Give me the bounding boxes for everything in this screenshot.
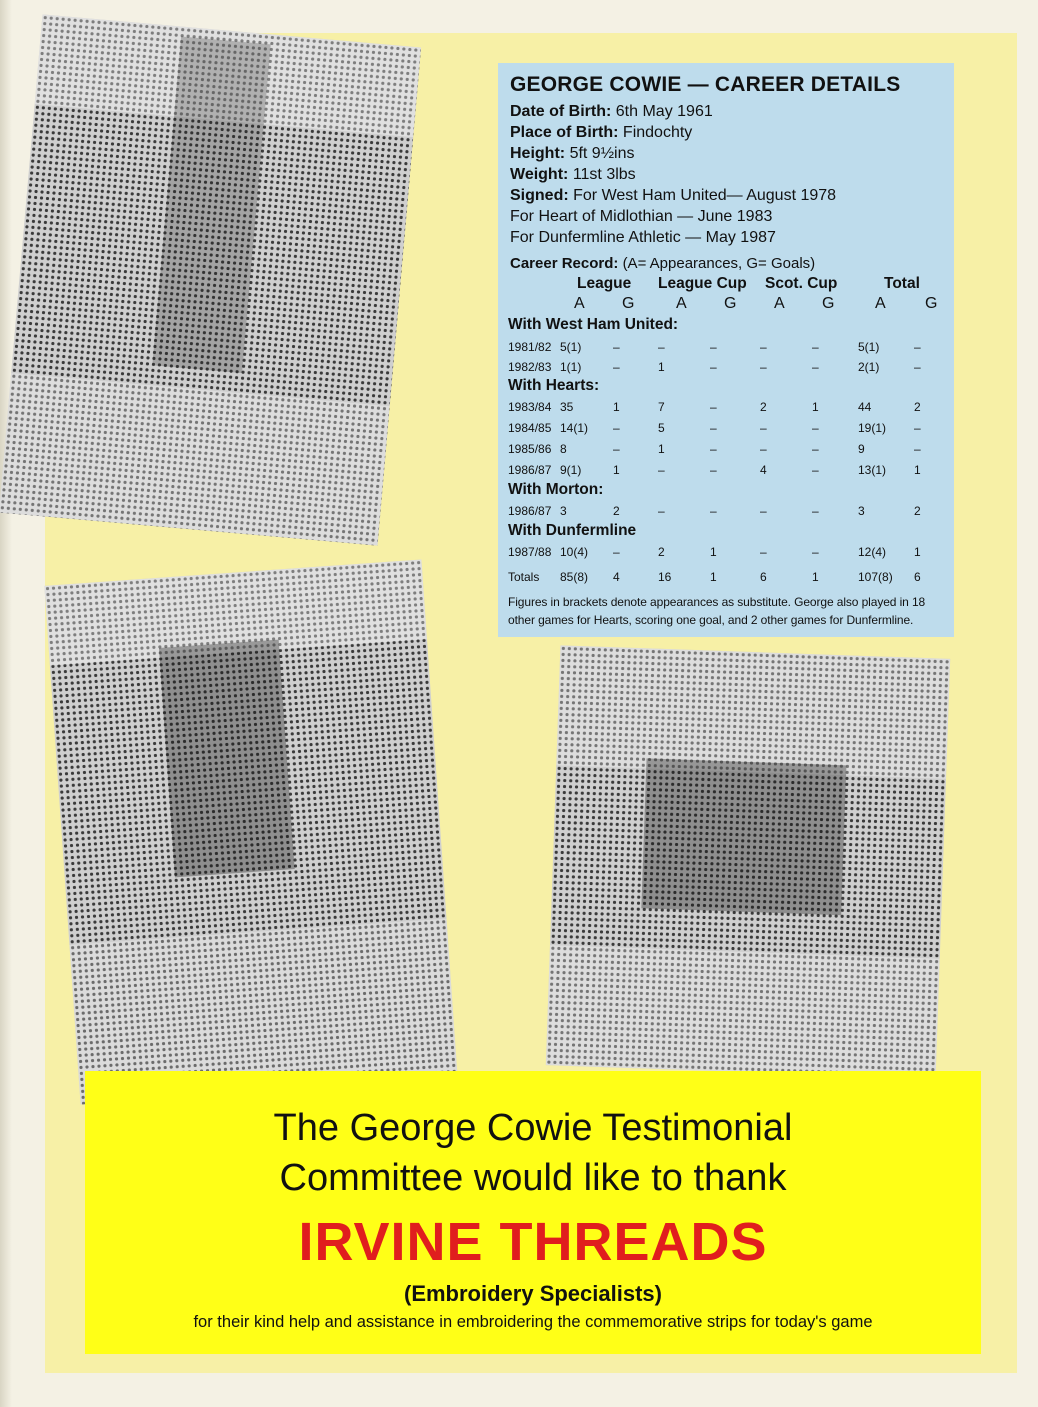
cell-league-apps: 3 <box>560 504 567 518</box>
sub-a: A <box>875 295 886 312</box>
player-photo-arms-folded <box>44 559 457 1104</box>
advert-line-1: The George Cowie Testimonial <box>273 1107 793 1149</box>
cell-league-cup-apps: – <box>658 340 665 354</box>
cell-scot-cup-goals: 1 <box>812 400 819 414</box>
section-morton: With Morton: <box>508 481 604 498</box>
cell-league-apps: 14(1) <box>560 421 589 435</box>
sponsor-advert <box>85 1071 981 1354</box>
table-row <box>498 340 954 358</box>
cell-total-goals: 2 <box>914 400 921 414</box>
cell-season: Totals <box>508 570 540 584</box>
signed-hearts-line: For Heart of Midlothian — June 1983 <box>510 208 773 225</box>
cell-league-cup-apps: 2 <box>658 545 665 559</box>
cell-scot-cup-goals: 1 <box>812 570 819 584</box>
col-total: Total <box>884 275 920 292</box>
cell-total-goals: – <box>914 360 921 374</box>
cell-league-cup-goals: – <box>710 340 717 354</box>
cell-league-goals: – <box>613 545 620 559</box>
cell-scot-cup-apps: – <box>760 421 767 435</box>
player-photo-standing <box>0 14 421 545</box>
cell-scot-cup-goals: – <box>812 360 819 374</box>
weight-line: Weight: 11st 3lbs <box>510 166 636 183</box>
cell-scot-cup-goals: – <box>812 442 819 456</box>
footnote-line-2: other games for Hearts, scoring one goal, and 2 other games for Dunfermline. <box>508 613 914 627</box>
table-row <box>498 504 954 522</box>
cell-league-apps: 1(1) <box>560 360 582 374</box>
cell-league-goals: 1 <box>613 400 620 414</box>
advert-line-2: Committee would like to thank <box>279 1157 787 1199</box>
cell-total-apps: 107(8) <box>858 570 893 584</box>
table-row <box>498 442 954 460</box>
cell-scot-cup-goals: – <box>812 340 819 354</box>
cell-total-goals: 1 <box>914 545 921 559</box>
cell-scot-cup-apps: 4 <box>760 463 767 477</box>
height-line: Height: 5ft 9½ins <box>510 145 635 162</box>
player-photo-match-action <box>546 645 950 1078</box>
cell-league-cup-goals: 1 <box>710 545 717 559</box>
cell-total-apps: 3 <box>858 504 865 518</box>
cell-league-goals: – <box>613 421 620 435</box>
cell-total-goals: 1 <box>914 463 921 477</box>
cell-scot-cup-goals: – <box>812 545 819 559</box>
cell-total-goals: 6 <box>914 570 921 584</box>
cell-league-cup-apps: – <box>658 463 665 477</box>
cell-scot-cup-goals: – <box>812 421 819 435</box>
cell-season: 1981/82 <box>508 340 552 354</box>
sub-g: G <box>925 295 938 312</box>
table-row-totals <box>498 570 954 588</box>
col-scot-cup: Scot. Cup <box>765 275 838 292</box>
cell-league-apps: 35 <box>560 400 574 414</box>
col-league: League <box>577 275 632 292</box>
sponsor-name: IRVINE THREADS <box>298 1212 768 1272</box>
cell-league-cup-goals: – <box>710 463 717 477</box>
cell-league-cup-apps: – <box>658 504 665 518</box>
cell-scot-cup-apps: – <box>760 545 767 559</box>
page-gutter-shadow <box>0 0 12 1407</box>
cell-league-goals: 2 <box>613 504 620 518</box>
cell-total-apps: 12(4) <box>858 545 887 559</box>
cell-league-cup-goals: 1 <box>710 570 717 584</box>
cell-season: 1983/84 <box>508 400 552 414</box>
sub-g: G <box>622 295 635 312</box>
section-dunfermline: With Dunfermline <box>508 522 637 539</box>
cell-season: 1987/88 <box>508 545 552 559</box>
footnote-line-1: Figures in brackets denote appearances as substitute. George also played in 18 <box>508 595 926 609</box>
cell-league-cup-goals: – <box>710 400 717 414</box>
cell-league-cup-goals: – <box>710 442 717 456</box>
cell-total-apps: 44 <box>858 400 872 414</box>
col-league-cup: League Cup <box>658 275 747 292</box>
cell-scot-cup-apps: – <box>760 504 767 518</box>
table-row <box>498 400 954 418</box>
cell-total-goals: 2 <box>914 504 921 518</box>
table-row <box>498 463 954 481</box>
record-line: Career Record: (A= Appearances, G= Goals) <box>510 255 816 272</box>
cell-season: 1986/87 <box>508 463 552 477</box>
cell-total-apps: 5(1) <box>858 340 880 354</box>
cell-scot-cup-apps: 6 <box>760 570 767 584</box>
cell-total-apps: 2(1) <box>858 360 880 374</box>
advert-thanks-line: for their kind help and assistance in embroidering the commemorative strips for today's game <box>193 1313 873 1331</box>
cell-league-apps: 5(1) <box>560 340 582 354</box>
cell-total-apps: 19(1) <box>858 421 887 435</box>
cell-league-cup-apps: 5 <box>658 421 665 435</box>
cell-league-apps: 10(4) <box>560 545 589 559</box>
sponsor-specialty: (Embroidery Specialists) <box>404 1281 662 1306</box>
cell-scot-cup-goals: – <box>812 504 819 518</box>
cell-league-goals: 1 <box>613 463 620 477</box>
cell-season: 1982/83 <box>508 360 552 374</box>
cell-league-goals: – <box>613 360 620 374</box>
pob-line: Place of Birth: Findochty <box>510 124 693 141</box>
table-row <box>498 545 954 563</box>
cell-league-goals: – <box>613 340 620 354</box>
cell-league-goals: 4 <box>613 570 620 584</box>
cell-total-apps: 9 <box>858 442 865 456</box>
sub-a: A <box>574 295 585 312</box>
sub-a: A <box>676 295 687 312</box>
cell-total-goals: – <box>914 421 921 435</box>
career-details-box <box>498 63 954 637</box>
sub-g: G <box>724 295 737 312</box>
cell-season: 1986/87 <box>508 504 552 518</box>
cell-scot-cup-apps: 2 <box>760 400 767 414</box>
cell-scot-cup-apps: – <box>760 442 767 456</box>
cell-league-cup-apps: 7 <box>658 400 665 414</box>
dob-line: Date of Birth: 6th May 1961 <box>510 103 713 120</box>
cell-scot-cup-apps: – <box>760 340 767 354</box>
cell-season: 1985/86 <box>508 442 552 456</box>
table-row <box>498 360 954 378</box>
sub-a: A <box>774 295 785 312</box>
cell-league-apps: 85(8) <box>560 570 589 584</box>
cell-league-apps: 9(1) <box>560 463 582 477</box>
table-row <box>498 421 954 439</box>
cell-total-apps: 13(1) <box>858 463 887 477</box>
cell-league-cup-goals: – <box>710 360 717 374</box>
cell-scot-cup-goals: – <box>812 463 819 477</box>
career-title: GEORGE COWIE — CAREER DETAILS <box>510 73 901 96</box>
cell-league-cup-apps: 1 <box>658 442 665 456</box>
cell-league-cup-goals: – <box>710 504 717 518</box>
section-west-ham: With West Ham United: <box>508 316 679 333</box>
cell-league-apps: 8 <box>560 442 567 456</box>
signed-line: Signed: For West Ham United— August 1978 <box>510 187 837 204</box>
cell-league-goals: – <box>613 442 620 456</box>
cell-league-cup-goals: – <box>710 421 717 435</box>
cell-league-cup-apps: 16 <box>658 570 672 584</box>
signed-dunfermline-line: For Dunfermline Athletic — May 1987 <box>510 229 776 246</box>
cell-season: 1984/85 <box>508 421 552 435</box>
cell-league-cup-apps: 1 <box>658 360 665 374</box>
cell-scot-cup-apps: – <box>760 360 767 374</box>
cell-total-goals: – <box>914 340 921 354</box>
section-hearts: With Hearts: <box>508 377 600 394</box>
cell-total-goals: – <box>914 442 921 456</box>
sub-g: G <box>822 295 835 312</box>
